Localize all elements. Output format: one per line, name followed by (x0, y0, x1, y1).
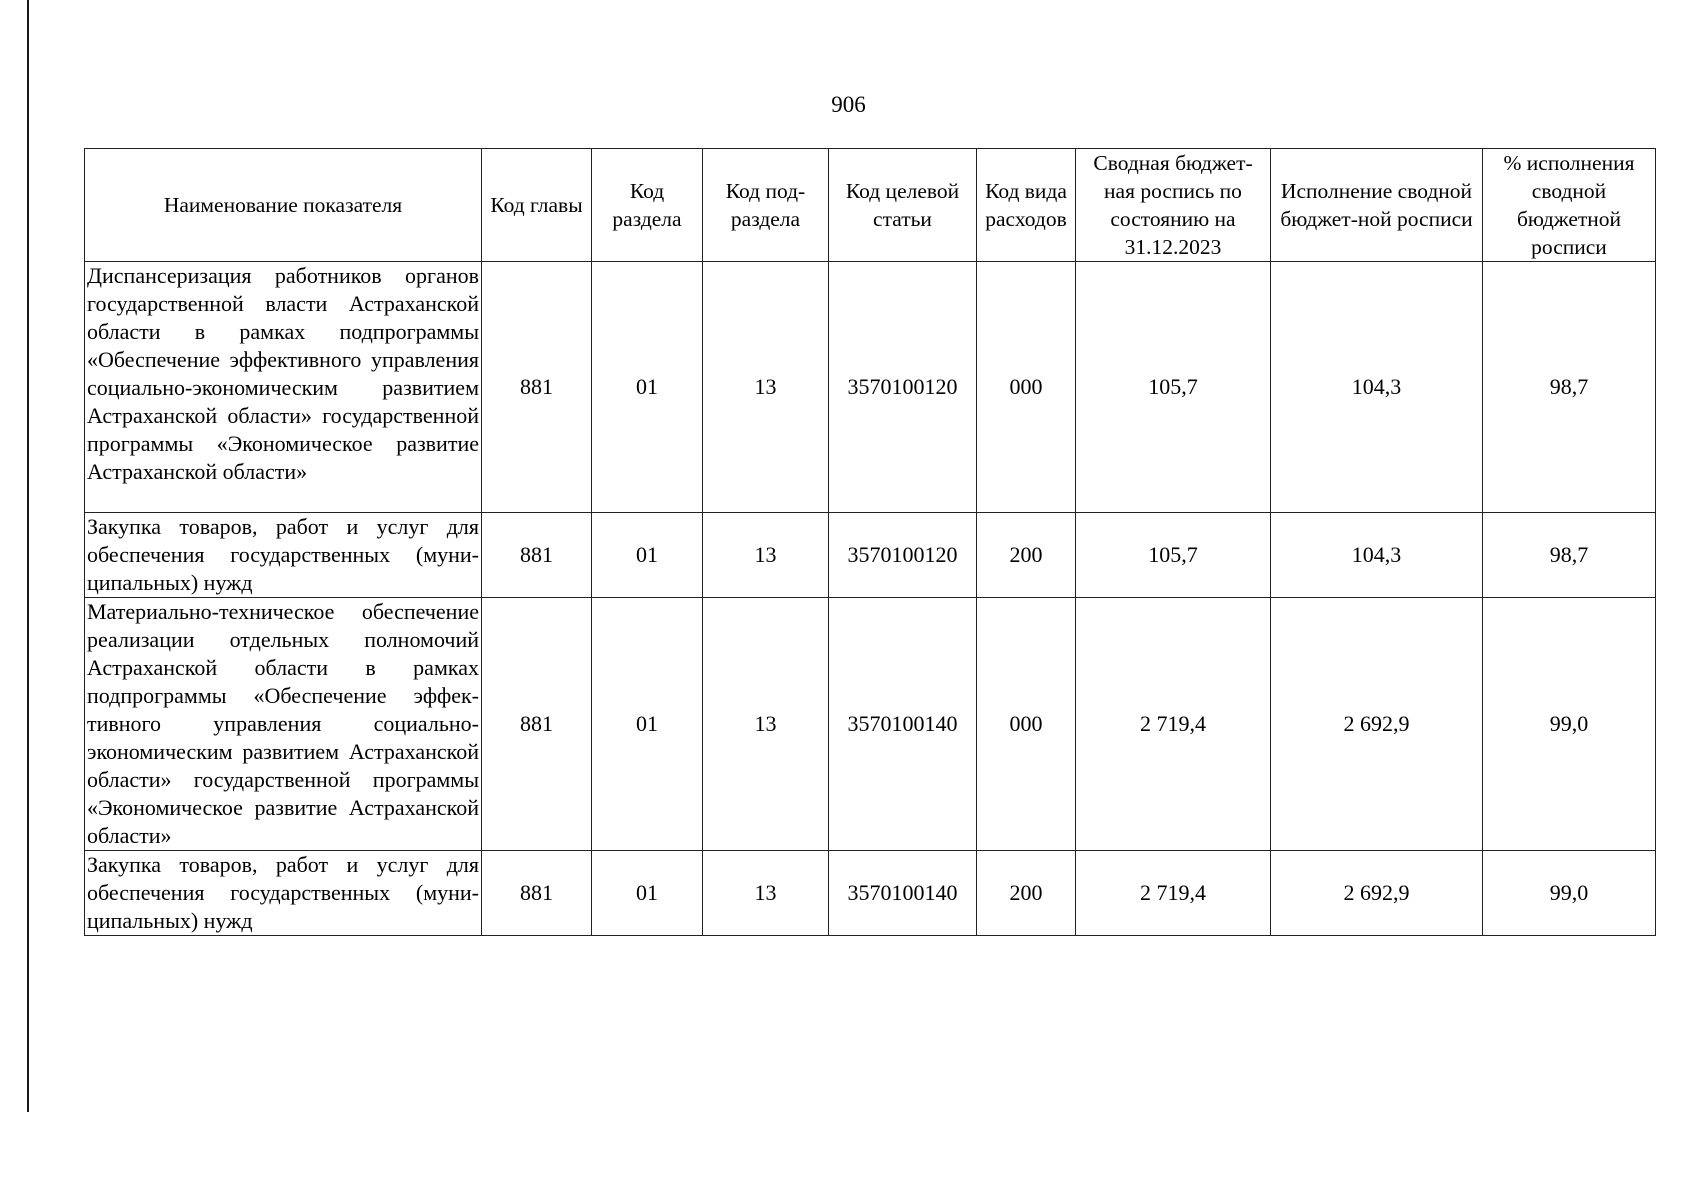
header-budget-list: Сводная бюджет-ная роспись по состоянию на 31.12.2023 (1076, 149, 1271, 262)
page-number: 906 (831, 92, 866, 117)
chapter-code: 881 (482, 598, 592, 851)
execution-value: 2 692,9 (1271, 851, 1483, 936)
target-item-code: 3570100140 (829, 851, 977, 936)
execution-percent: 99,0 (1483, 851, 1656, 936)
header-subsection-code: Код под-раздела (703, 149, 829, 262)
indicator-name: Закупка товаров, работ и услуг для обеспечения государственных (муниципальных) нужд (85, 851, 482, 936)
execution-value: 104,3 (1271, 262, 1483, 513)
section-code: 01 (592, 262, 703, 513)
section-code: 01 (592, 598, 703, 851)
expense-type-code: 000 (977, 598, 1076, 851)
subsection-code: 13 (703, 262, 829, 513)
execution-percent: 99,0 (1483, 598, 1656, 851)
target-item-code: 3570100120 (829, 262, 977, 513)
table-row (85, 513, 1656, 598)
expense-type-code: 200 (977, 851, 1076, 936)
execution-value: 2 692,9 (1271, 598, 1483, 851)
indicator-name: Диспансеризация работников органов государственной власти Астраханской области в рамках подпрограммы «Обеспечение эффективного управления социально-экономическим развитием Астраханской области» государственной программы «Экономическое развитие Астраханской области» (85, 262, 482, 513)
header-section-code: Код раздела (592, 149, 703, 262)
chapter-code: 881 (482, 851, 592, 936)
budget-execution-table (84, 148, 1656, 936)
budget-list-value: 105,7 (1076, 513, 1271, 598)
subsection-code: 13 (703, 598, 829, 851)
table-row (85, 851, 1656, 936)
header-chapter-code: Код главы (482, 149, 592, 262)
header-expense-type-code: Код вида расходов (977, 149, 1076, 262)
budget-list-value: 2 719,4 (1076, 598, 1271, 851)
execution-percent: 98,7 (1483, 513, 1656, 598)
table-row (85, 262, 1656, 513)
execution-percent: 98,7 (1483, 262, 1656, 513)
binding-margin-line (27, 0, 29, 1112)
table-header-row (85, 149, 1656, 262)
target-item-code: 3570100140 (829, 598, 977, 851)
subsection-code: 13 (703, 513, 829, 598)
subsection-code: 13 (703, 851, 829, 936)
section-code: 01 (592, 851, 703, 936)
header-execution: Исполнение сводной бюджет-ной росписи (1271, 149, 1483, 262)
target-item-code: 3570100120 (829, 513, 977, 598)
chapter-code: 881 (482, 513, 592, 598)
budget-list-value: 2 719,4 (1076, 851, 1271, 936)
header-indicator-name: Наименование показателя (85, 149, 482, 262)
expense-type-code: 000 (977, 262, 1076, 513)
header-execution-percent: % исполнения сводной бюджетной росписи (1483, 149, 1656, 262)
section-code: 01 (592, 513, 703, 598)
table-row (85, 598, 1656, 851)
indicator-name: Материально-техническое обеспечение реализации отдельных полномочий Астраханской области в рамках подпрограммы «Обеспечение эффективного управления социально-экономическим развитием Астраханской области» государственной программы «Экономическое развитие Астраханской области» (85, 598, 482, 851)
expense-type-code: 200 (977, 513, 1076, 598)
execution-value: 104,3 (1271, 513, 1483, 598)
budget-list-value: 105,7 (1076, 262, 1271, 513)
chapter-code: 881 (482, 262, 592, 513)
indicator-name: Закупка товаров, работ и услуг для обеспечения государственных (муниципальных) нужд (85, 513, 482, 598)
header-target-item-code: Код целевой статьи (829, 149, 977, 262)
